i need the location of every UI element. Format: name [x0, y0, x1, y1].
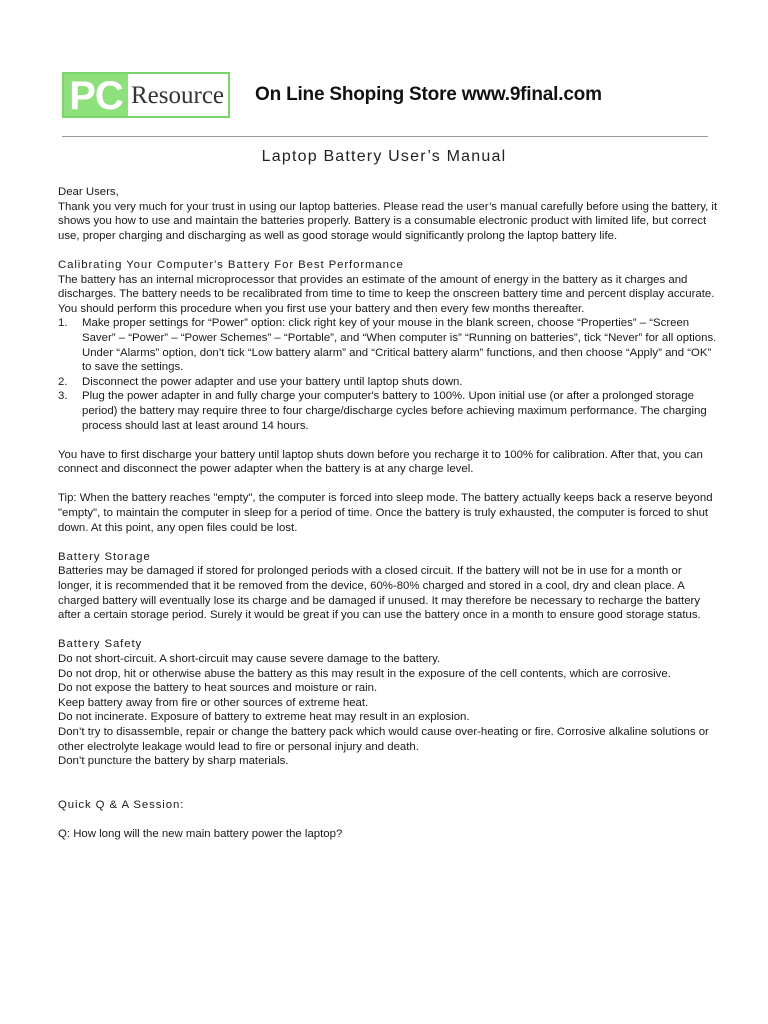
- safety-line: Do not drop, hit or otherwise abuse the battery as this may result in the exposure of the cell contents, which are corrosive.: [58, 667, 671, 680]
- logo-resource-text: Resource: [131, 82, 225, 109]
- logo-pc-text: PC: [64, 74, 128, 116]
- safety-line: Don’t puncture the battery by sharp materials.: [58, 755, 289, 768]
- tip-paragraph: Tip: When the battery reaches "empty", the computer is forced into sleep mode. The battery actually keeps back a reserve beyond "empty", to maintain the computer in sleep for a period of time. Once the battery is truly exhausted, the computer is forced to shut down. At this point, any open files could be lost.: [58, 492, 713, 534]
- safety-line: Do not short-circuit. A short-circuit may cause severe damage to the battery.: [58, 653, 441, 665]
- step-number: 1.: [58, 317, 68, 330]
- calibrating-heading: Calibrating Your Computer's Battery For Best Performance: [58, 258, 404, 271]
- safety-line: Do not incinerate. Exposure of battery to extreme heat may result in an explosion.: [58, 711, 470, 724]
- storage-heading: Battery Storage: [58, 550, 151, 563]
- step-text: Disconnect the power adapter and use your battery until laptop shuts down.: [82, 375, 463, 388]
- step-text: Make proper settings for “Power” option: click right key of your mouse in the blank screen, choose “Properties” – “Screen Saver” – “Power” – “Power Schemes” – “Portable”, and “When computer is” “Running on batteries”, tick “Never” for all options. Under “Alarms” option, don’t tick “Low battery alarm” and “Critical battery alarm” functions, and then choose “Apply” and “OK” to save the settings.: [82, 317, 717, 374]
- safety-heading: Battery Safety: [58, 638, 143, 651]
- pc-resource-logo: [62, 72, 230, 118]
- calibration-steps: [58, 316, 718, 433]
- store-tagline: On Line Shoping Store www.9final.com: [255, 84, 602, 105]
- list-item: [58, 316, 718, 374]
- calibrating-paragraph: The battery has an internal microprocessor that provides an estimate of the amount of energy in the battery as it charges and discharges. The battery needs to be recalibrated from time to time to keep the onscreen battery time and percent display accurate. You should perform this procedure when you first use your battery and then every few months thereafter.: [58, 273, 715, 315]
- document-title: Laptop Battery User’s Manual: [261, 148, 507, 165]
- safety-line: Keep battery away from fire or other sources of extreme heat.: [58, 696, 369, 709]
- safety-line: Don’t try to disassemble, repair or change the battery pack which would cause over-heating or fire. Corrosive alkaline solutions or other electrolyte leakage would lead to fire or personal injury and death.: [58, 725, 709, 753]
- storage-paragraph: Batteries may be damaged if stored for prolonged periods with a closed circuit. If the battery will not be in use for a month or longer, it is recommended that it be removed from the device, 60%-80% charged and stored in a cool, dry and clean place. A charged battery will eventually lose its charge and be damaged if unused. It may therefore be necessary to recharge the battery after a certain storage period. Surely it would be great if you can use the battery once in a month to ensure good storage status.: [58, 565, 701, 622]
- list-item: [58, 389, 718, 433]
- safety-line: Do not expose the battery to heat sources and moisture or rain.: [58, 682, 378, 695]
- calibration-note: You have to first discharge your battery until laptop shuts down before you recharge it to 100% for calibration. After that, you can connect and disconnect the power adapter when the battery is at any charge level.: [58, 448, 703, 476]
- greeting: Dear Users,: [58, 186, 119, 198]
- qa-heading: Quick Q & A Session:: [58, 798, 185, 811]
- document-body: [58, 185, 718, 842]
- list-item: [58, 375, 718, 390]
- intro-paragraph: Thank you very much for your trust in using our laptop batteries. Please read the user’s manual carefully before using the battery, it shows you how to use and maintain the batteries properly. Battery is a consumable electronic product with limited life, but correct use, proper charging and discharging as well as good storage would significantly prolong the laptop battery life.: [58, 200, 718, 242]
- step-number: 2.: [58, 375, 68, 388]
- header-divider: [62, 136, 708, 137]
- qa-question: Q: How long will the new main battery power the laptop?: [58, 827, 343, 840]
- step-text: Plug the power adapter in and fully charge your computer's battery to 100%. Upon initial use (or after a prolonged storage period) the battery may require three to four charge/discharge cycles before achieving maximum performance. The charging process should last at least around 14 hours.: [82, 390, 707, 432]
- step-number: 3.: [58, 390, 68, 403]
